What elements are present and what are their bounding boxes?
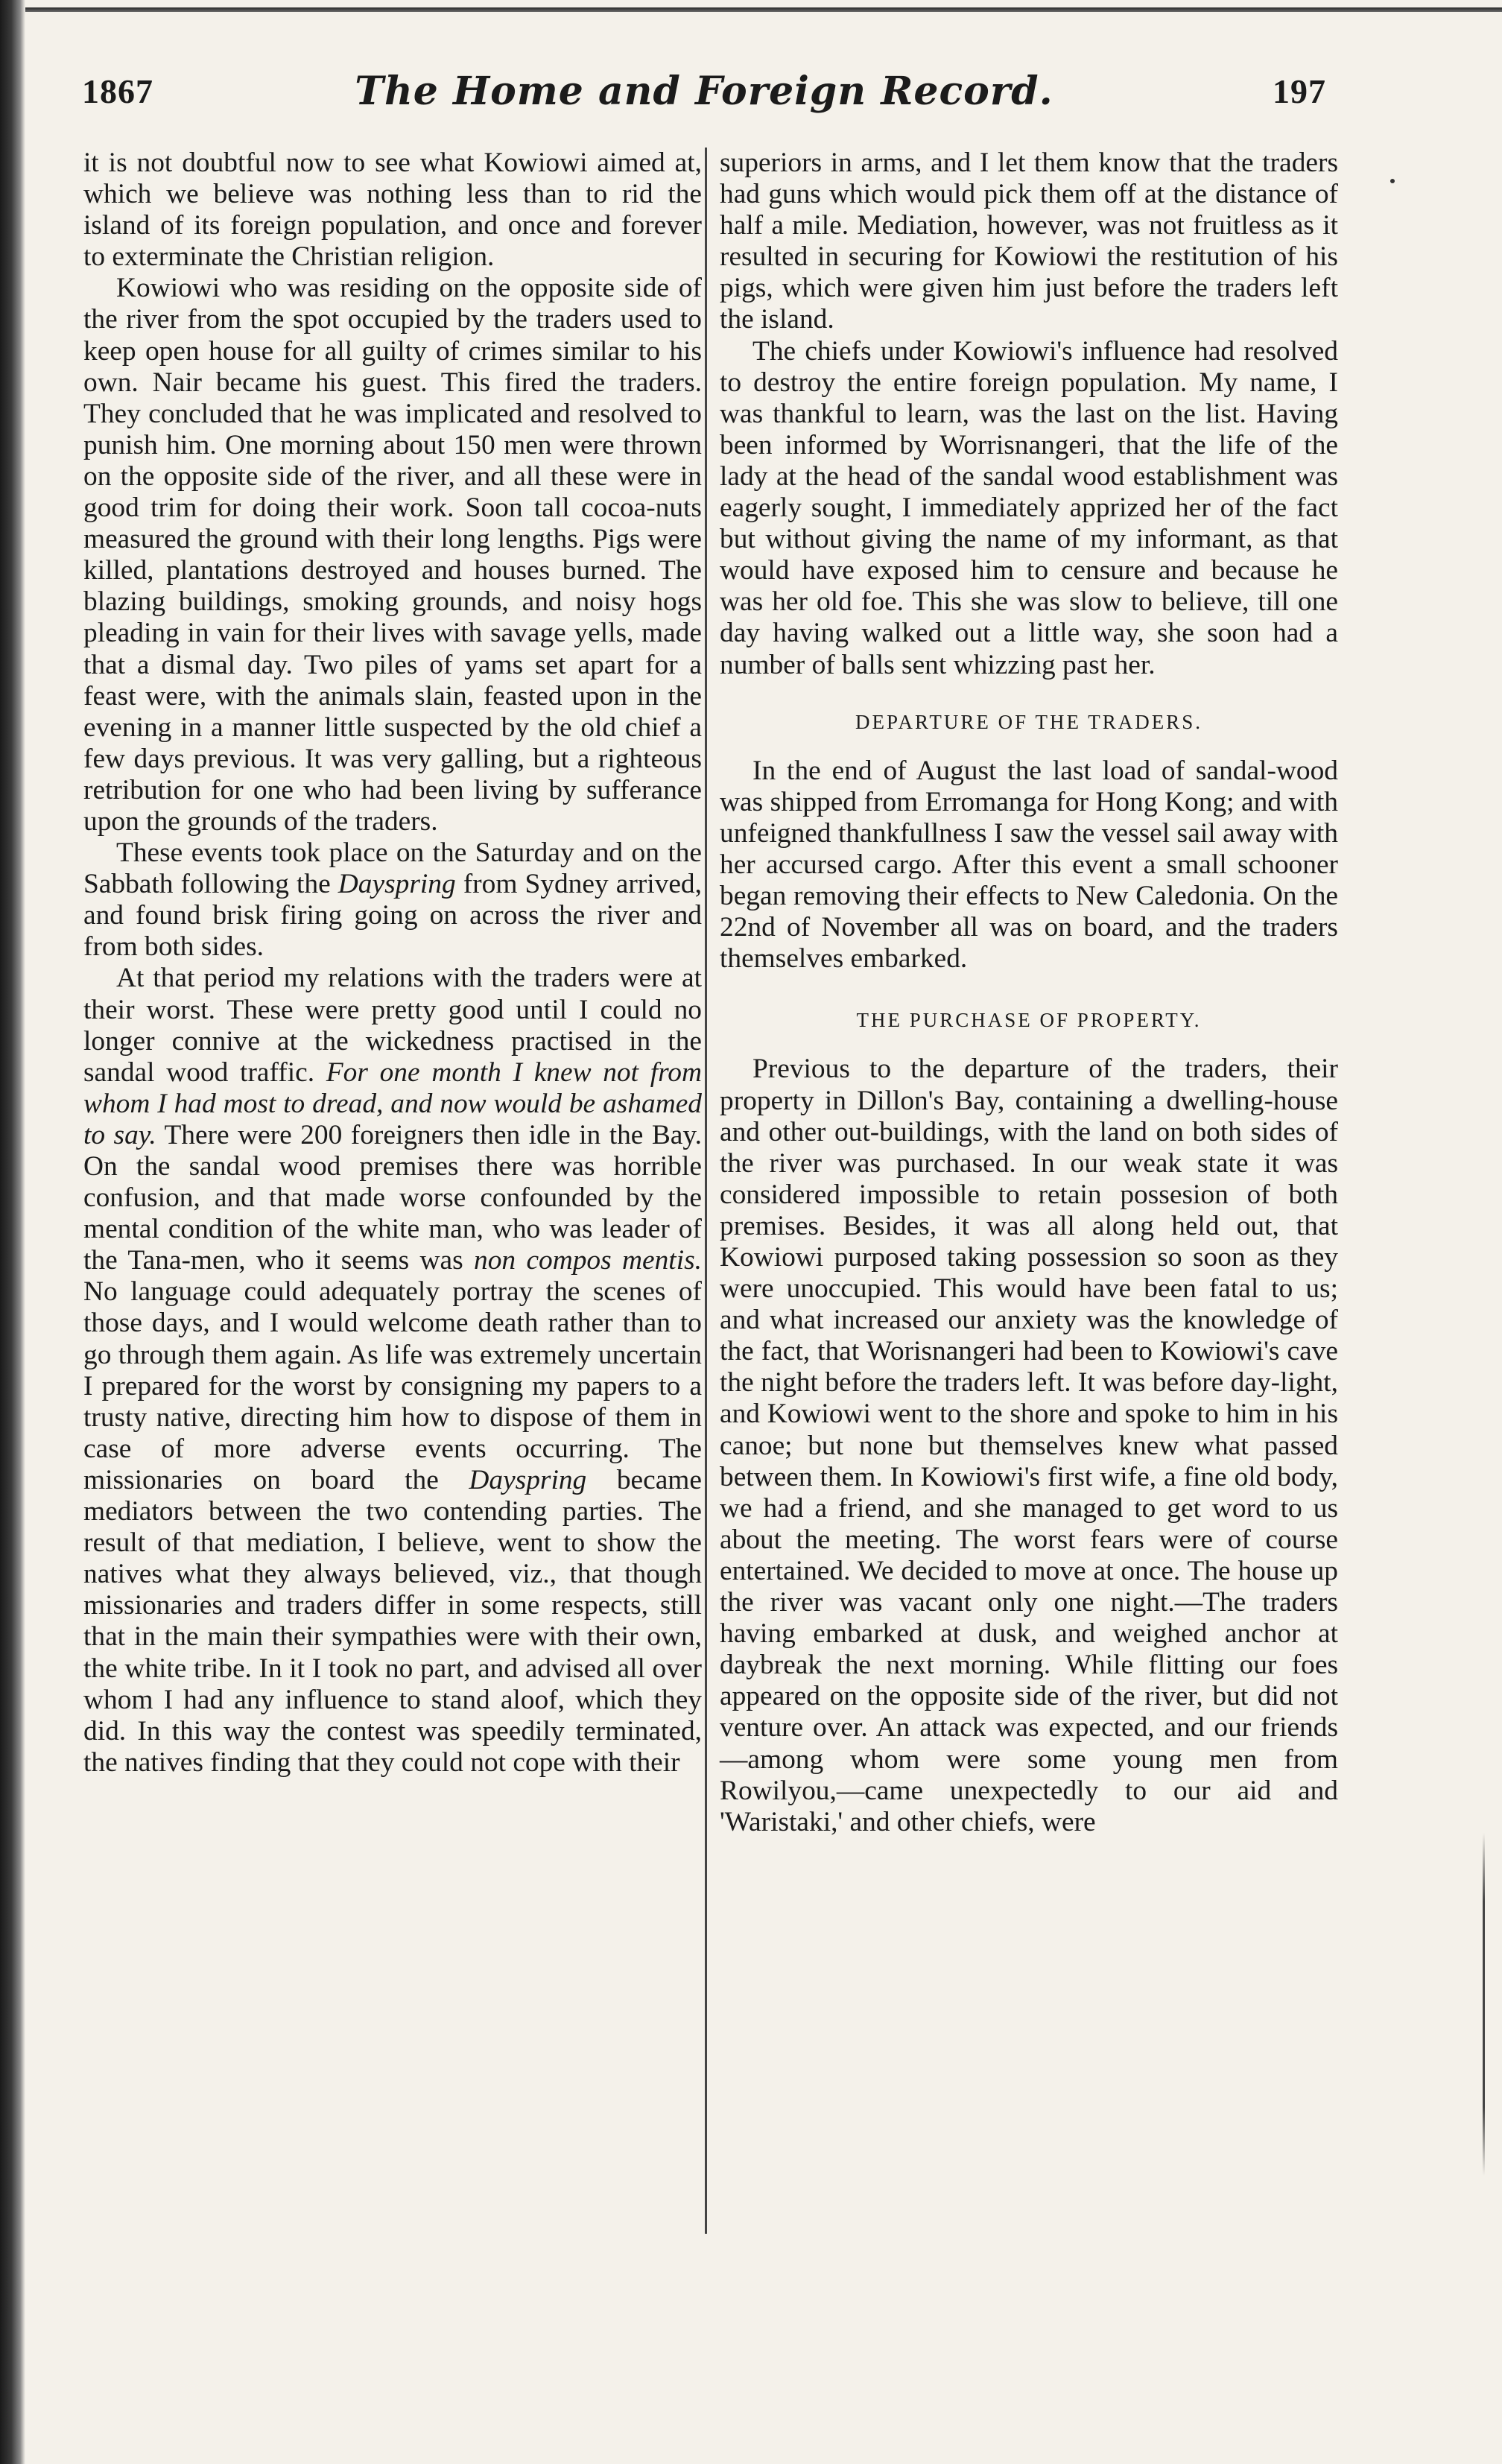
section-heading: DEPARTURE OF THE TRADERS.	[855, 710, 1202, 733]
right-column	[720, 148, 1338, 1838]
text-run: At that period my relations with the traders were at their worst. These were pretty good until I could no longer connive at the wickedness practised in the sandal wood traffic.	[83, 963, 702, 1088]
paragraph: In the end of August the last load of sandal-wood was shipped from Erromanga for Hong Kong; and with unfeigned thankfullness I saw the vessel sail away with her accursed cargo. After this event a small schooner began removing their effects to New Caledonia. On the 22nd of November all was on board, and the traders themselves embarked.	[720, 755, 1338, 975]
text-run: became mediators between the two contending parties. The result of that mediation, I believe, went to show the natives what they always believed, viz., that though missionaries and traders differ in some respects, still that in the main their sympathies were with their own, the white tribe. In it I took no part, and advised all over whom I had any influence to stand aloof, which they did. In this way the contest was speedily terminated, the natives finding that they could not cope with their	[83, 1464, 702, 1778]
text-run: No language could adequately portray the scenes of those days, and I would welcome death rather than to go through them again. As life was extremely uncertain I prepared for the worst by consigning my papers to a trusty native, directing him how to dispose of them in case of more adverse events occurring. The missionaries on board the	[83, 1276, 702, 1495]
column-divider	[705, 148, 707, 2234]
text-run: There were 200 foreigners then idle in the Bay. On the sandal wood premises there was horrible confusion, and that made worse confounded by the mental condition of the white man, who was leader of the Tana-men, who it seems was	[83, 1119, 702, 1276]
right-edge-mark	[1483, 1833, 1485, 2176]
section-heading: THE PURCHASE OF PROPERTY.	[856, 1009, 1202, 1032]
paragraph	[83, 837, 702, 963]
page-number: 197	[1273, 72, 1326, 110]
paragraph: it is not doubtful now to see what Kowiowi aimed at, which we believe was nothing less than to rid the island of its foreign population, and once and forever to exterminate the Christian religion.	[83, 148, 702, 273]
paragraph: Previous to the departure of the traders, their property in Dillon's Bay, containing a dwelling-house and other out-buildings, with the land on both sides of the river was purchased. In our weak state it was considered impossible to retain possesion of both premises. Besides, it was all along held out, that Kowiowi purposed taking possession so soon as they were unoccupied. This would have been fatal to us; and what increased our anxiety was the knowledge of the fact, that Worisnangeri had been to Kowiowi's cave the night before the traders left. It was before day-light, and Kowiowi went to the shore and spoke to him in his canoe; but none but themselves knew what passed between them. In Kowiowi's first wife, a fine old body, we had a friend, and she managed to get word to us about the meeting. The worst fears were of course entertained. We decided to move at once. The house up the river was vacant only one night.—The traders having embarked at dusk, and weighed anchor at daybreak the next morning. While flitting our foes appeared on the opposite side of the river, but did not venture over. An attack was expected, and our friends—among whom were some young men from Rowilyou,—came unexpectedly to our aid and 'Waristaki,' and other chiefs, were	[720, 1054, 1338, 1837]
paragraph: superiors in arms, and I let them know that the traders had guns which would pick them off at the distance of half a mile. Mediation, however, was not fruitless as it resulted in securing for Kowiowi the restitution of his pigs, which were given him just before the traders left the island.	[720, 148, 1338, 335]
text-run: from Sydney arrived, and found brisk firing going on across the river and from both sides.	[83, 869, 702, 963]
paragraph	[83, 963, 702, 1778]
margin-mark	[1390, 179, 1395, 183]
ship-name: Dayspring	[469, 1464, 587, 1495]
header-year: 1867	[82, 72, 153, 110]
running-header	[82, 69, 1326, 124]
italic-text: For one month I knew not from whom I had most to dread, and now would be ashamed to say.	[83, 1057, 702, 1150]
journal-title: The Home and Foreign Record.	[355, 69, 1053, 114]
text-run: These events took place on the Saturday and on the Sabbath following the	[83, 837, 702, 900]
top-edge-rule	[25, 7, 1502, 12]
page-binding-shadow	[0, 0, 25, 2464]
paragraph: Kowiowi who was residing on the opposite side of the river from the spot occupied by the traders used to keep open house for all guilty of crimes similar to his own. Nair became his guest. This fired the traders. They concluded that he was implicated and resolved to punish him. One morning about 150 men were thrown on the opposite side of the river, and all these were in good trim for doing their work. Soon tall cocoa-nuts measured the ground with their long lengths. Pigs were killed, plantations destroyed and houses burned. The blazing buildings, smoking grounds, and noisy hogs pleading in vain for their lives with savage yells, made that a dismal day. Two piles of yams set apart for a feast were, with the animals slain, feasted upon in the evening in a manner little suspected by the old chief a few days previous. It was very galling, but a righteous retribution for one who had been living by sufferance upon the grounds of the traders.	[83, 273, 702, 837]
latin-phrase: non compos mentis.	[474, 1245, 702, 1276]
left-column	[83, 148, 702, 1779]
ship-name: Dayspring	[338, 869, 456, 900]
paragraph: The chiefs under Kowiowi's influence had resolved to destroy the entire foreign population. My name, I was thankful to learn, was the last on the list. Having been informed by Worrisnangeri, that the life of the lady at the head of the sandal wood establishment was eagerly sought, I immediately apprized her of the fact but without giving the name of my informant, as that would have exposed him to censure and because he was her old foe. This she was slow to believe, till one day having walked out a little way, she soon had a number of balls sent whizzing past her.	[720, 335, 1338, 680]
